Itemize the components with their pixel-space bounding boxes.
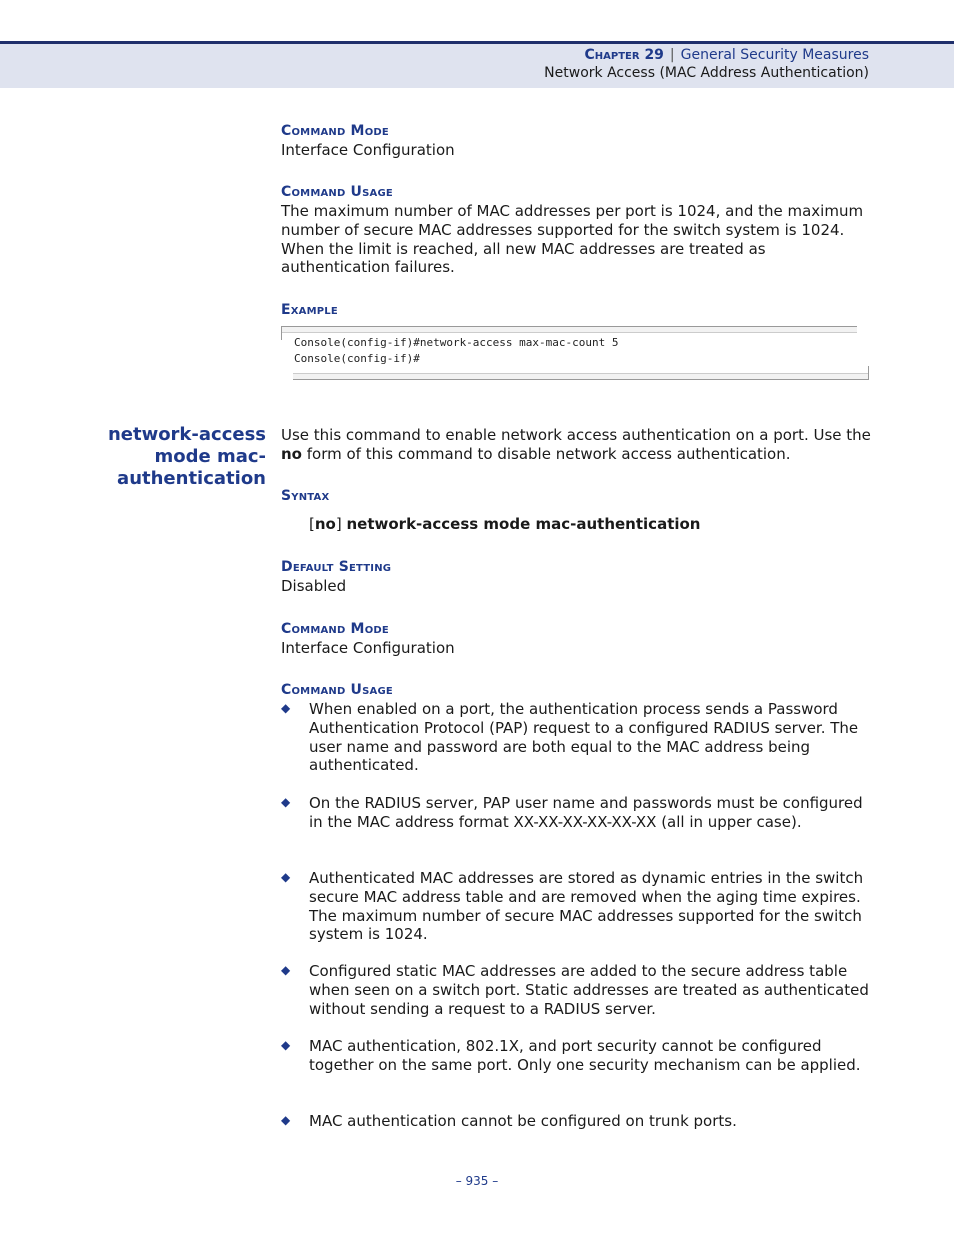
description-no-keyword: no (281, 444, 302, 463)
command-mode-text-2: Interface Configuration (281, 639, 455, 657)
command-mode-heading: Command Mode (281, 123, 389, 139)
syntax-command: network-access mode mac-authentication (346, 515, 701, 533)
code-frame-right (864, 366, 869, 380)
code-frame-bottom (293, 373, 869, 380)
command-usage-heading: Command Usage (281, 184, 393, 200)
header-separator: | (669, 47, 675, 63)
code-frame-left (281, 326, 286, 340)
bullet-text: When enabled on a port, the authentication process sends a Password Authentication Protocol (PAP) request to a configured RADIUS server. The user name and password are both equal to the MAC address being authenticated. (309, 700, 859, 775)
bullet-diamond-icon: ◆ (281, 701, 291, 715)
bullet-text: Configured static MAC addresses are added to the secure address table when seen on a switch port. Static addresses are treated as authenticated without sending a request to a RADIUS server. (309, 962, 869, 1018)
syntax-line (309, 515, 701, 533)
chapter-title: General Security Measures (680, 47, 869, 63)
page-number: – 935 – (455, 1174, 499, 1188)
bullet-text: On the RADIUS server, PAP user name and passwords must be configured in the MAC address format XX-XX-XX-XX-XX-XX (all in upper case). (309, 794, 863, 831)
code-line-1: Console(config-if)#network-access max-mac-count 5 (294, 336, 619, 349)
command-description (281, 426, 871, 464)
chapter-label: Chapter 29 (584, 47, 664, 63)
code-example (281, 326, 869, 380)
syntax-no-keyword: no (314, 515, 336, 533)
command-name-heading (66, 424, 266, 490)
command-mode-heading-2: Command Mode (281, 621, 389, 637)
page-header (0, 41, 954, 88)
bullet-diamond-icon: ◆ (281, 795, 291, 809)
example-heading: Example (281, 302, 338, 318)
default-setting-text: Disabled (281, 577, 347, 595)
bullet-text: Authenticated MAC addresses are stored as dynamic entries in the switch secure MAC address table and are removed when the aging time expires. The maximum number of secure MAC addresses supported for the switch system is 1024. (309, 869, 864, 944)
command-name-line-3: authentication (117, 468, 266, 489)
bullet-diamond-icon: ◆ (281, 1113, 291, 1127)
syntax-open-bracket: [ (309, 515, 315, 533)
code-frame-top (281, 326, 857, 333)
command-name-line-1: network-access (107, 424, 266, 445)
command-usage-text: The maximum number of MAC addresses per port is 1024, and the maximum number of secure MAC addresses supported for the switch system is 1024. When the limit is reached, all new MAC addresses are treated as authentication failures. (281, 202, 864, 277)
syntax-heading: Syntax (281, 488, 330, 504)
command-usage-heading-2: Command Usage (281, 682, 393, 698)
bullet-diamond-icon: ◆ (281, 870, 291, 884)
bullet-text: MAC authentication cannot be configured on trunk ports. (309, 1112, 737, 1130)
bullet-diamond-icon: ◆ (281, 1038, 291, 1052)
command-mode-text: Interface Configuration (281, 141, 455, 159)
description-text-2: form of this command to disable network access authentication. (301, 444, 791, 463)
default-setting-heading: Default Setting (281, 559, 392, 575)
command-name-line-2: mode mac- (154, 446, 266, 467)
code-line-2: Console(config-if)# (294, 352, 420, 365)
bullet-text: MAC authentication, 802.1X, and port security cannot be configured together on the same port. Only one security mechanism can be applied. (309, 1037, 861, 1074)
section-title: Network Access (MAC Address Authentication) (544, 65, 869, 81)
bullet-diamond-icon: ◆ (281, 963, 291, 977)
description-text-1: Use this command to enable network access authentication on a port. Use the (281, 426, 871, 444)
chapter-line (585, 47, 870, 63)
syntax-close-bracket: ] (335, 515, 342, 533)
